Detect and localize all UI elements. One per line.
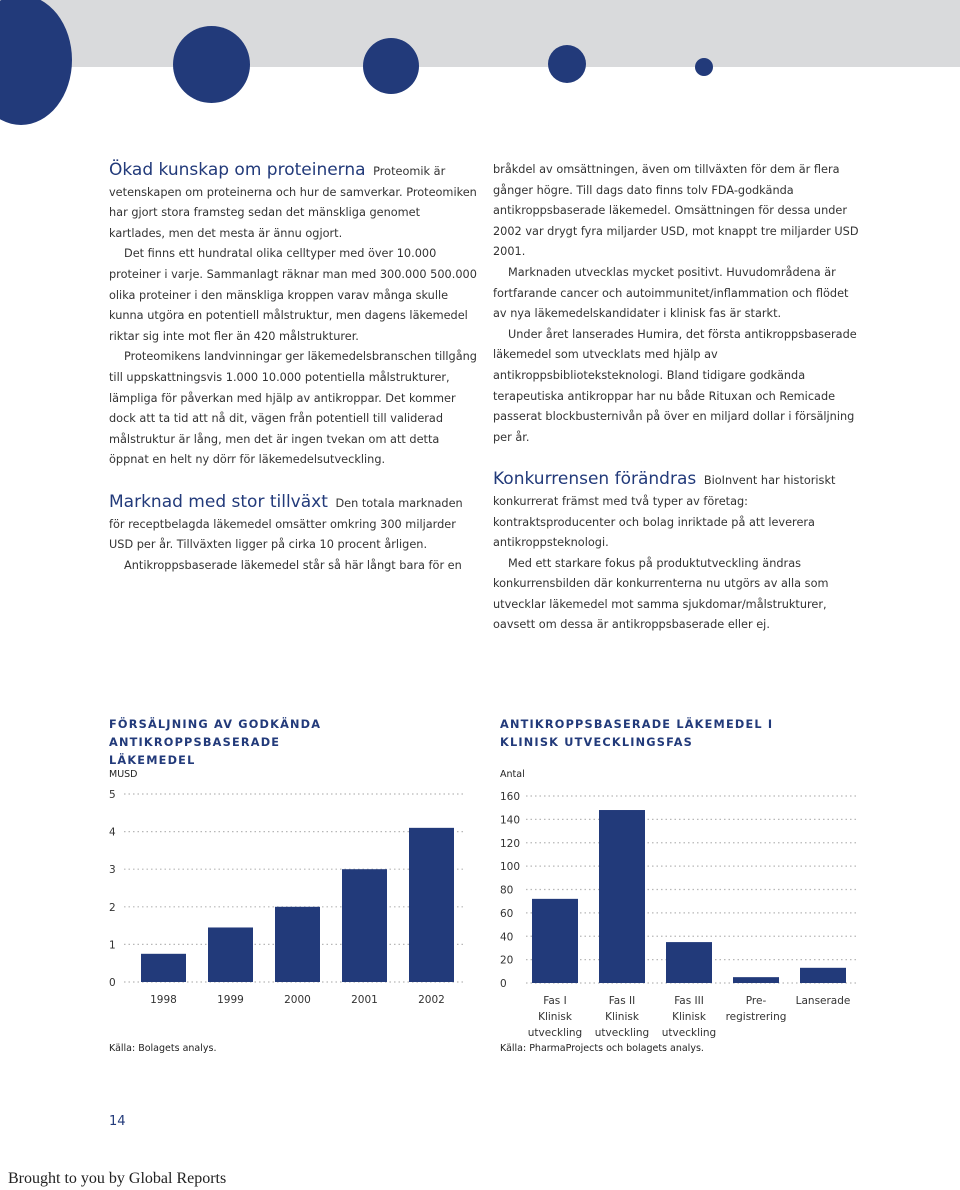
x-tick-label: utveckling [661,1027,717,1039]
y-tick-label: 60 [500,907,514,920]
bar [532,899,578,983]
x-tick-label: Klinisk [538,1011,572,1023]
y-axis-unit: MUSD [109,769,138,780]
y-tick-label: 140 [500,814,521,827]
paragraph-text: BioInvent har historiskt konkurrerat främst med två typer av företag: kontraktsproducenter och bolag inriktade på att leverera antikroppsteknologi. [493,474,836,550]
x-tick-label: Fas I [543,995,567,1007]
x-tick-label: 2000 [284,994,311,1006]
y-tick-label: 80 [500,884,514,897]
y-tick-label: 2 [109,901,116,914]
decorative-circle [173,26,250,103]
decorative-circle [695,58,713,76]
section-heading: Marknad med stor tillväxt [109,491,328,512]
bar [409,828,454,982]
page-number: 14 [109,1114,126,1129]
x-tick-label: Lanserade [795,995,851,1007]
x-tick-label: Fas II [608,995,636,1007]
paragraph: Det finns ett hundratal olika celltyper med över 10.000 proteiner i varje. Sammanlagt räknar man med 300.000 500.000 olika proteiner i den mänskliga kroppen varav många skulle kunna utgöra en potentiell målstruktur, men dagens läkemedel riktar sig inte mot fler än 420 målstrukturer. [109,247,477,343]
chart-source: Källa: PharmaProjects och bolagets analys. [500,1043,704,1054]
chart-source: Källa: Bolagets analys. [109,1043,217,1054]
header-band [0,0,960,67]
bar-chart-clinical-phase [500,780,860,1040]
paragraph: Under året lanserades Humira, det första antikroppsbaserade läkemedel som utvecklats med hjälp av antikroppsbiblioteksteknologi. Bland tidigare godkända terapeutiska antikroppar har nu både Rituxan och Remicade passerat blockbusternivån på över en miljard dollar i försäljning per år. [493,327,857,444]
y-axis-unit: Antal [500,769,525,780]
y-tick-label: 4 [109,826,116,839]
right-text-column [493,160,863,636]
y-tick-label: 20 [500,954,514,967]
y-tick-label: 120 [500,837,521,850]
bar [800,968,846,983]
paragraph: Marknaden utvecklas mycket positivt. Huvudområdena är fortfarande cancer och autoimmunitet/inflammation och flödet av nya läkemedelskandidater i klinisk fas är starkt. [493,265,849,321]
paragraph-text: Den totala marknaden för receptbelagda läkemedel omsätter omkring 300 miljarder USD per år. Tillväxten ligger på cirka 10 procent årligen. [109,496,463,552]
paragraph-text: Proteomik är vetenskapen om proteinerna och hur de samverkar. Proteomiken har gjort stora framsteg sedan det mänskliga genomet kartlades, men det mesta är ännu ogjort. [109,165,477,240]
x-tick-label: utveckling [527,1027,583,1039]
y-tick-label: 5 [109,789,116,801]
bar [275,907,320,982]
bar [208,927,253,982]
paragraph: Proteomikens landvinningar ger läkemedelsbranschen tillgång till uppskattningsvis 1.000 10.000 potentiella målstrukturer, lämpliga för påverkan med hjälp av antikroppar. Det kommer dock att ta tid att nå dit, vägen från potentiell till validerad målstruktur är lång, men det är ingen tvekan om att detta öppnat en helt ny dörr för läkemedelsutveckling. [109,350,477,467]
chart-title: FÖRSÄLJNING AV GODKÄNDA ANTIKROPPSBASERADE LÄKEMEDEL [109,718,322,767]
y-tick-label: 40 [500,931,514,944]
y-tick-label: 0 [500,978,507,990]
x-tick-label: 2002 [418,994,445,1006]
bar [141,954,186,982]
section-heading: Ökad kunskap om proteinerna [109,160,366,180]
y-tick-label: 160 [500,791,521,803]
bar [342,869,387,982]
section-heading: Konkurrensen förändras [493,469,697,490]
footer-credit: Brought to you by Global Reports [8,1170,227,1187]
paragraph: bråkdel av omsättningen, även om tillväxten för dem är flera gånger högre. Till dags dato finns tolv FDA-godkända antikroppsbaserade läkemedel. Omsättningen för dessa under 2002 var drygt fyra miljarder USD, mot knappt tre miljarder USD 2001. [493,163,859,259]
chart-title: ANTIKROPPSBASERADE LÄKEMEDEL I KLINISK UTVECKLINGSFAS [500,718,774,749]
y-tick-label: 100 [500,861,521,874]
x-tick-label: 2001 [351,994,378,1006]
x-tick-label: Pre- [745,995,767,1007]
paragraph: Antikroppsbaserade läkemedel står så här långt bara för en [124,558,462,572]
left-text-column [109,160,479,576]
bar [666,942,712,983]
decorative-circle [548,45,586,83]
x-tick-label: Fas III [674,995,704,1007]
x-tick-label: Klinisk [605,1011,639,1023]
y-tick-label: 0 [109,977,116,989]
bar-chart-sales [109,780,469,1010]
x-tick-label: utveckling [594,1027,650,1039]
bar [599,810,645,983]
decorative-circle [363,38,419,94]
paragraph: Med ett starkare fokus på produktutveckling ändras konkurrensbilden där konkurrenterna nu utgörs av alla som utvecklar läkemedel mot samma sjukdomar/målstrukturer, oavsett om dessa är antikroppsbaserade eller ej. [493,556,829,632]
x-tick-label: Klinisk [672,1011,706,1023]
y-tick-label: 3 [109,864,116,877]
x-tick-label: 1999 [217,994,244,1006]
bar [733,977,779,983]
y-tick-label: 1 [109,939,116,952]
x-tick-label: registrering [725,1011,787,1023]
x-tick-label: 1998 [150,994,177,1006]
